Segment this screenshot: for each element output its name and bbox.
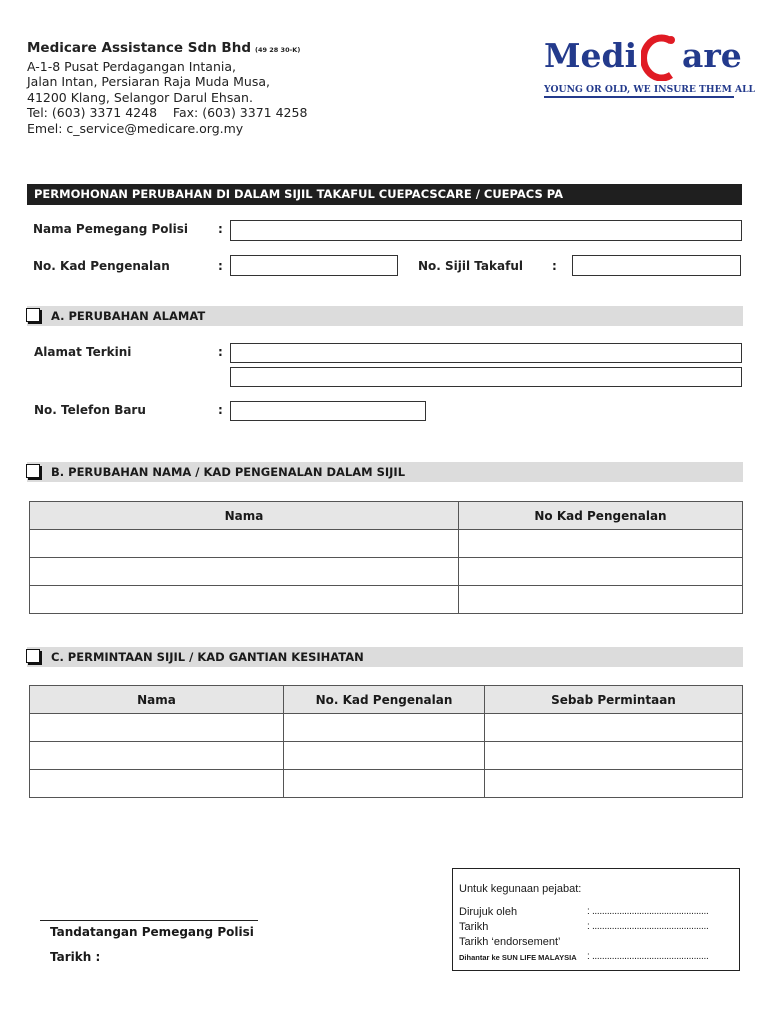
company-contact: Tel: (603) 3371 4248 Fax: (603) 3371 4258 bbox=[27, 105, 308, 120]
section-c-header: C. PERMINTAAN SIJIL / KAD GANTIAN KESIHATAN bbox=[27, 647, 743, 667]
table-cell[interactable] bbox=[459, 530, 743, 558]
column-header: Nama bbox=[30, 686, 284, 714]
office-date-label: Tarikh bbox=[459, 921, 489, 933]
address-line-1: A-1-8 Pusat Perdagangan Intania, bbox=[27, 58, 236, 74]
referred-by-dots[interactable]: : ............................................... bbox=[587, 906, 709, 917]
logo-tagline: YOUNG OR OLD, WE INSURE THEM ALL bbox=[544, 84, 755, 95]
logo-text-medi: Medi bbox=[544, 36, 638, 75]
table-cell[interactable] bbox=[30, 558, 459, 586]
section-c-checkbox[interactable] bbox=[26, 649, 40, 663]
section-b-header: B. PERUBAHAN NAMA / KAD PENGENALAN DALAM SIJIL bbox=[27, 462, 743, 482]
sent-to-dots[interactable]: : ............................................... bbox=[587, 951, 709, 962]
table-row bbox=[30, 742, 743, 770]
medicare-logo bbox=[544, 36, 755, 108]
sent-to-label: Dihantar ke SUN LIFE MALAYSIA bbox=[459, 953, 577, 962]
section-b-checkbox[interactable] bbox=[26, 464, 40, 478]
address-input-line-2[interactable] bbox=[230, 367, 742, 387]
table-cell[interactable] bbox=[284, 770, 485, 798]
table-cell[interactable] bbox=[30, 742, 284, 770]
phone-label: No. Telefon Baru bbox=[34, 403, 146, 417]
colon: : bbox=[218, 222, 223, 236]
table-cell[interactable] bbox=[30, 770, 284, 798]
table-cell[interactable] bbox=[30, 530, 459, 558]
table-row bbox=[30, 714, 743, 742]
ic-number-input[interactable] bbox=[230, 255, 398, 276]
column-header: No. Kad Pengenalan bbox=[284, 686, 485, 714]
signature-label: Tandatangan Pemegang Polisi bbox=[50, 925, 254, 939]
form-title: PERMOHONAN PERUBAHAN DI DALAM SIJIL TAKAFUL CUEPACSCARE / CUEPACS PA bbox=[27, 184, 742, 205]
table-cell[interactable] bbox=[459, 586, 743, 614]
colon: : bbox=[218, 403, 223, 417]
cert-number-input[interactable] bbox=[572, 255, 741, 276]
colon: : bbox=[218, 259, 223, 273]
address-label: Alamat Terkini bbox=[34, 345, 132, 359]
office-date-dots[interactable]: : ............................................... bbox=[587, 921, 709, 932]
table-cell[interactable] bbox=[485, 770, 743, 798]
column-header: Sebab Permintaan bbox=[485, 686, 743, 714]
table-cell[interactable] bbox=[30, 586, 459, 614]
endorsement-date-label: Tarikh ‘endorsement’ bbox=[459, 936, 561, 948]
column-header: Nama bbox=[30, 502, 459, 530]
office-use-header: Untuk kegunaan pejabat: bbox=[459, 883, 582, 895]
address-line-3: 41200 Klang, Selangor Darul Ehsan. bbox=[27, 89, 253, 105]
address-input-line-1[interactable] bbox=[230, 343, 742, 363]
table-cell[interactable] bbox=[485, 742, 743, 770]
colon: : bbox=[552, 259, 557, 273]
column-header: No Kad Pengenalan bbox=[459, 502, 743, 530]
company-name: Medicare Assistance Sdn Bhd bbox=[27, 40, 251, 56]
signature-date-label: Tarikh : bbox=[50, 950, 101, 964]
office-use-box bbox=[452, 868, 740, 971]
table-row bbox=[30, 558, 743, 586]
phone-input[interactable] bbox=[230, 401, 426, 421]
address-line-2: Jalan Intan, Persiaran Raja Muda Musa, bbox=[27, 74, 270, 89]
signature-line[interactable] bbox=[40, 920, 258, 921]
cert-number-label: No. Sijil Takaful bbox=[418, 259, 523, 273]
table-cell[interactable] bbox=[284, 742, 485, 770]
company-email: Emel: c_service@medicare.org.my bbox=[27, 120, 244, 136]
table-cell[interactable] bbox=[284, 714, 485, 742]
logo-text-care: are bbox=[682, 36, 742, 75]
replacement-request-table bbox=[29, 685, 743, 798]
table-cell[interactable] bbox=[459, 558, 743, 586]
table-cell[interactable] bbox=[485, 714, 743, 742]
policy-holder-input[interactable] bbox=[230, 220, 742, 241]
logo-underline bbox=[544, 96, 734, 98]
company-info bbox=[27, 40, 307, 136]
table-row bbox=[30, 586, 743, 614]
table-row bbox=[30, 530, 743, 558]
policy-holder-label: Nama Pemegang Polisi bbox=[33, 222, 189, 236]
ic-number-label: No. Kad Pengenalan bbox=[33, 259, 170, 273]
company-reg-no: (49 28 30-K) bbox=[254, 46, 301, 54]
table-row bbox=[30, 770, 743, 798]
logo-c-crescent-icon bbox=[641, 33, 681, 81]
referred-by-label: Dirujuk oleh bbox=[459, 906, 518, 918]
name-ic-change-table bbox=[29, 501, 743, 614]
section-a-header: A. PERUBAHAN ALAMAT bbox=[27, 306, 743, 326]
colon: : bbox=[218, 345, 223, 359]
table-cell[interactable] bbox=[30, 714, 284, 742]
section-a-checkbox[interactable] bbox=[26, 308, 40, 322]
